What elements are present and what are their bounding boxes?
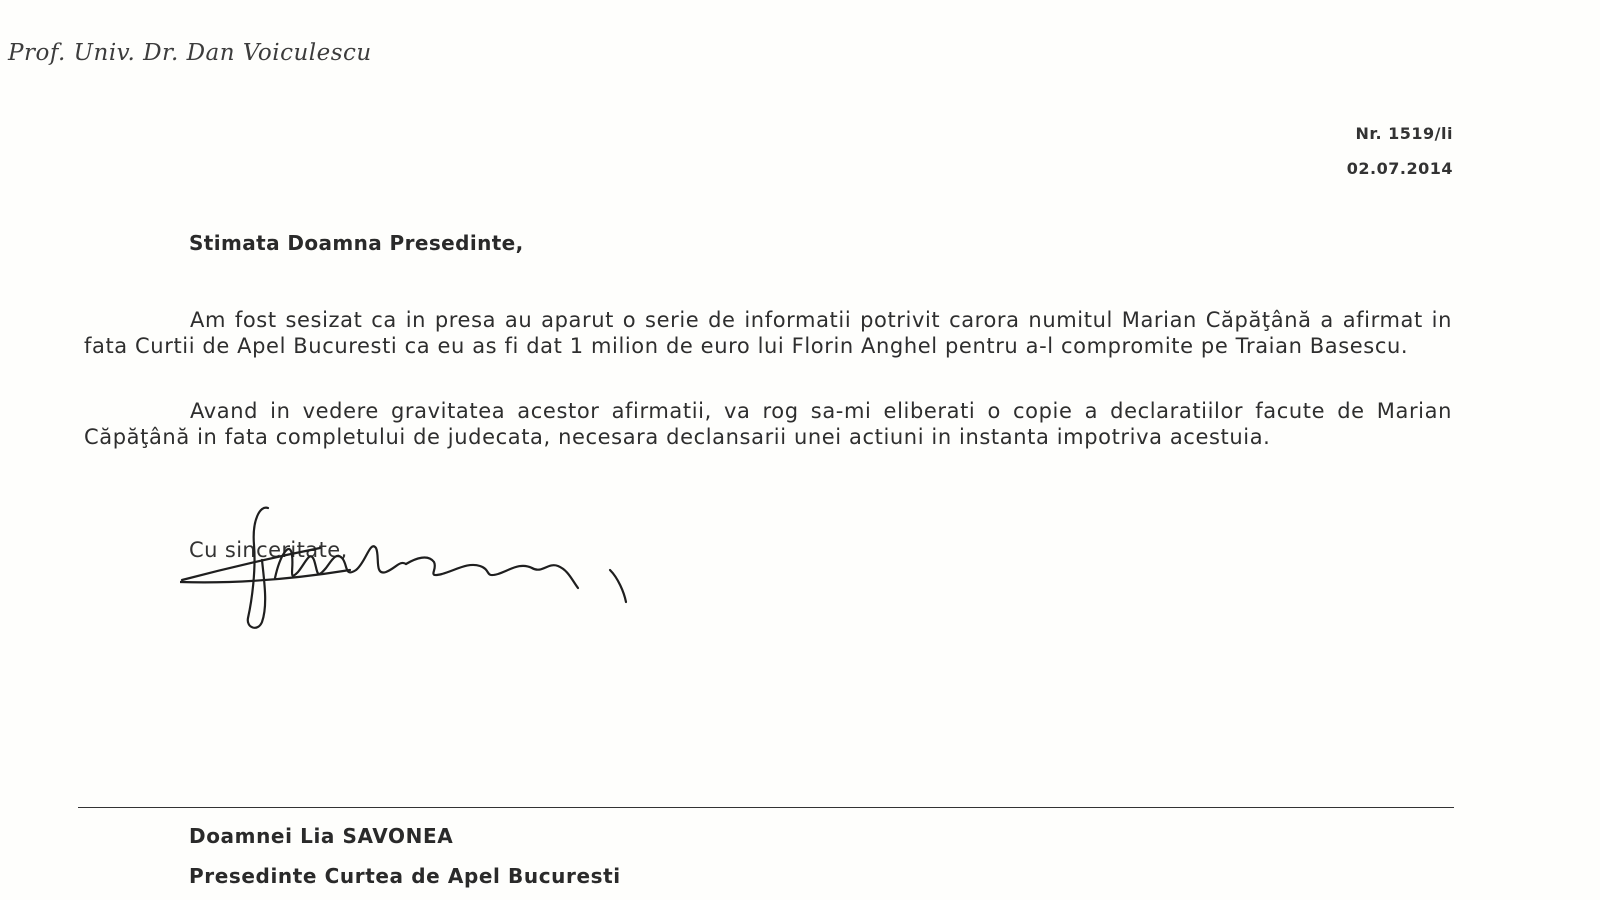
reference-number: Nr. 1519/li [1355,124,1453,143]
body-paragraph-1: Am fost sesizat ca in presa au aparut o serie de informatii potrivit carora numitul Marian Căpăţână a afirmat in fata Curtii de Apel Bucuresti ca eu as fi dat 1 milion de euro lui Florin Anghel pentru a-l compromite pe Traian Basescu. [84,308,1452,358]
closing: Cu sinceritate, [189,538,348,562]
signature-icon [180,500,650,640]
reference-date: 02.07.2014 [1346,159,1453,178]
divider [78,807,1454,808]
letterhead: Prof. Univ. Dr. Dan Voiculescu [8,40,372,66]
body-paragraph-2: Avand in vedere gravitatea acestor afirmatii, va rog sa-mi eliberati o copie a declaratiilor facute de Marian Căpăţână in fata completului de judecata, necesara declansarii unei actiuni in instanta impotriva acestuia. [84,399,1452,449]
addressee-title: Presedinte Curtea de Apel Bucuresti [189,864,621,888]
addressee-name: Doamnei Lia SAVONEA [189,824,454,848]
salutation: Stimata Doamna Presedinte, [189,231,524,255]
